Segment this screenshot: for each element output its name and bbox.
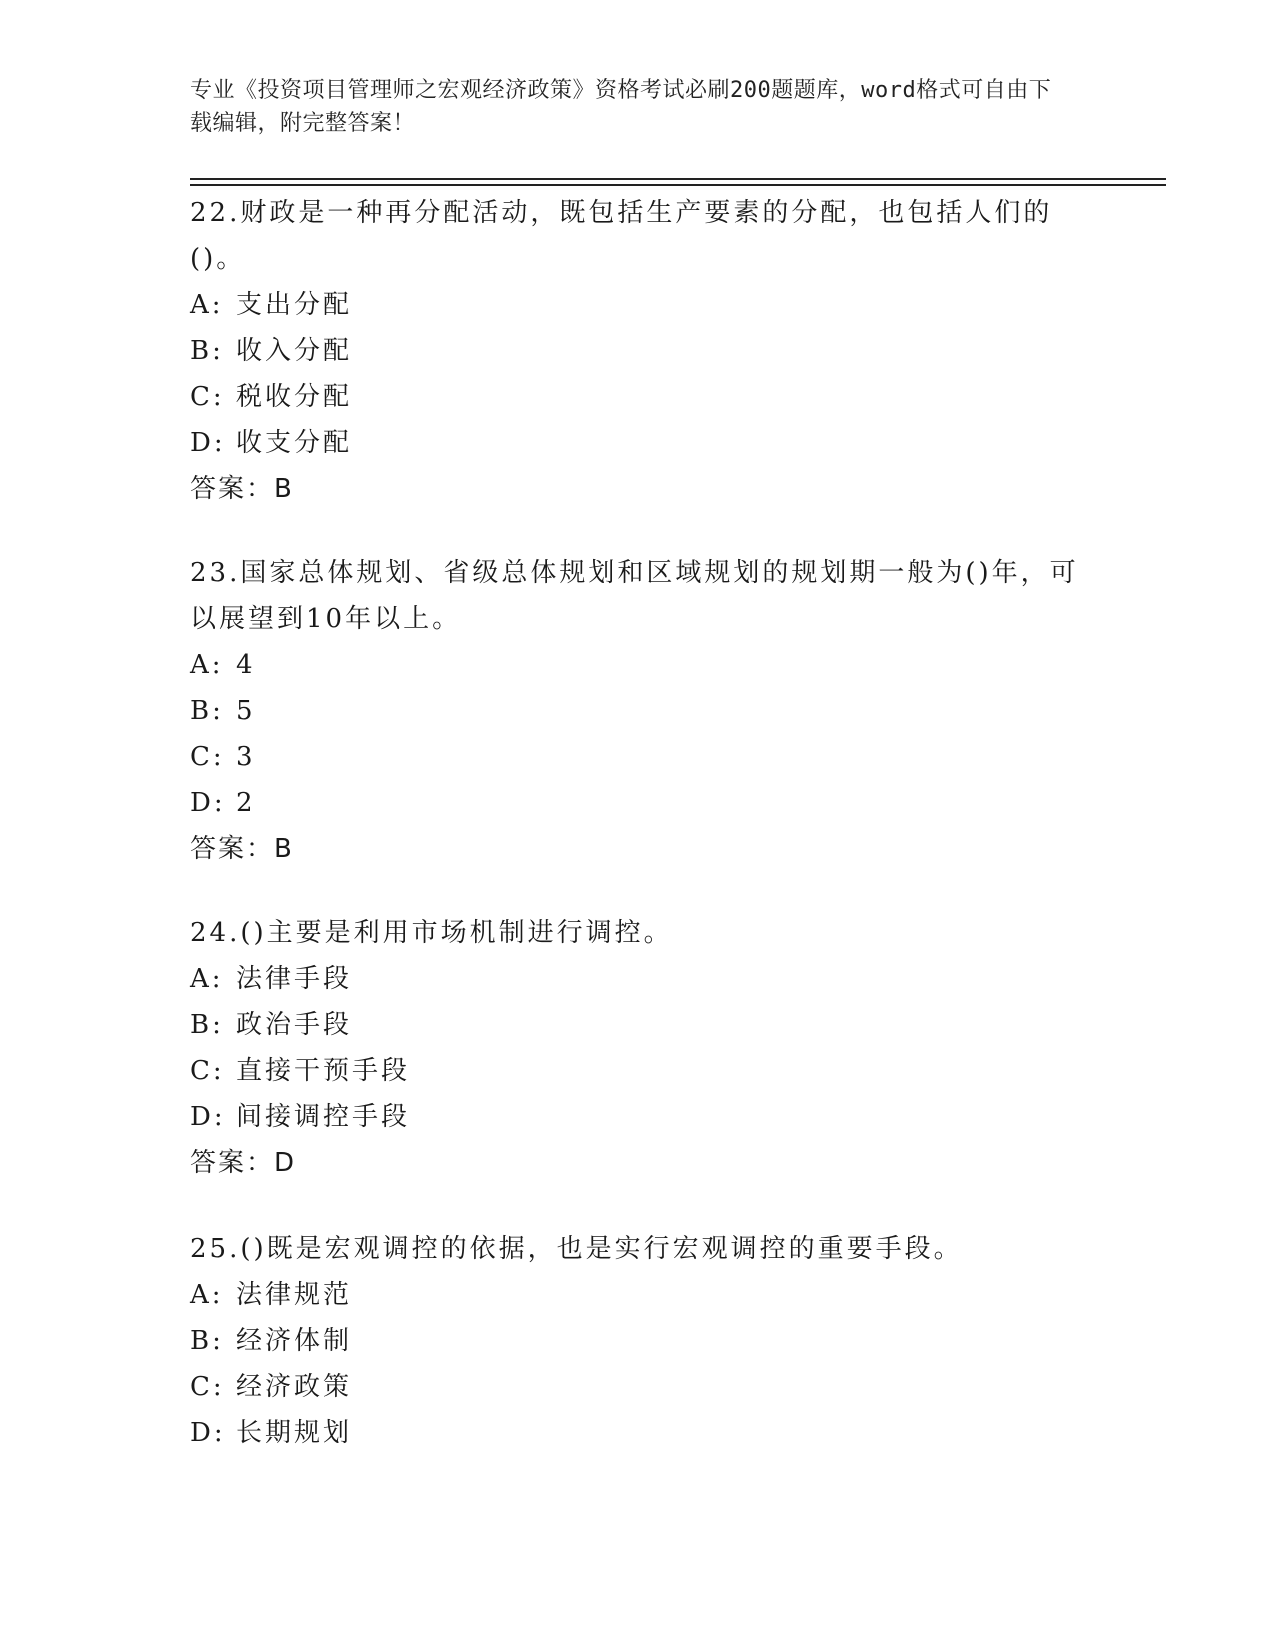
option-key: C:: [190, 1056, 225, 1086]
option-text: 政治手段: [236, 1010, 353, 1040]
option-text: 2: [236, 788, 256, 818]
header-divider-bottom: [190, 184, 1166, 186]
option-a: [190, 642, 1090, 688]
option-text: 长期规划: [236, 1418, 353, 1448]
option-d: [190, 420, 1090, 466]
option-text: 法律手段: [236, 964, 353, 994]
option-key: D:: [190, 788, 226, 818]
question-number: 22.: [190, 198, 241, 228]
option-key: B:: [190, 1326, 224, 1356]
option-text: 间接调控手段: [236, 1102, 411, 1132]
question-text: ()主要是利用市场机制进行调控。: [240, 918, 673, 948]
document-header: 专业《投资项目管理师之宏观经济政策》资格考试必刷200题题库，word格式可自由下载编辑，附完整答案！: [190, 78, 1052, 136]
option-c: [190, 1364, 1090, 1410]
option-c: [190, 374, 1090, 420]
option-key: B:: [190, 336, 224, 366]
option-key: A:: [190, 290, 224, 320]
option-a: [190, 282, 1090, 328]
option-key: A:: [190, 964, 224, 994]
answer-line: 答案：B: [190, 834, 294, 864]
answer-line: 答案：D: [190, 1148, 297, 1178]
option-text: 支出分配: [236, 290, 353, 320]
question-number: 25.: [190, 1234, 241, 1264]
option-key: B:: [190, 1010, 224, 1040]
question-number: 24.: [190, 918, 241, 948]
option-text: 法律规范: [236, 1280, 353, 1310]
option-text: 经济政策: [236, 1372, 353, 1402]
question-stem: [190, 1226, 1090, 1272]
option-text: 收支分配: [236, 428, 353, 458]
question-text: 财政是一种再分配活动，既包括生产要素的分配，也包括人们的()。: [190, 198, 1053, 274]
option-text: 5: [236, 696, 256, 726]
option-key: D:: [190, 1102, 226, 1132]
option-text: 税收分配: [236, 382, 353, 412]
option-b: [190, 328, 1090, 374]
question-stem: [190, 910, 1090, 956]
option-b: [190, 1318, 1090, 1364]
option-b: [190, 1002, 1090, 1048]
option-a: [190, 956, 1090, 1002]
option-key: A:: [190, 1280, 224, 1310]
option-b: [190, 688, 1090, 734]
option-key: D:: [190, 428, 226, 458]
option-d: [190, 1410, 1090, 1456]
option-key: C:: [190, 1372, 225, 1402]
option-text: 收入分配: [236, 336, 353, 366]
question-23: [190, 550, 1090, 872]
question-25: [190, 1226, 1090, 1456]
option-text: 直接干预手段: [236, 1056, 411, 1086]
header-divider-top: [190, 178, 1166, 180]
option-c: [190, 1048, 1090, 1094]
option-key: B:: [190, 696, 224, 726]
question-24: [190, 910, 1090, 1186]
option-text: 3: [236, 742, 256, 772]
option-text: 经济体制: [236, 1326, 353, 1356]
answer-line: 答案：B: [190, 474, 294, 504]
option-a: [190, 1272, 1090, 1318]
question-number: 23.: [190, 558, 241, 588]
option-text: 4: [236, 650, 256, 680]
option-key: D:: [190, 1418, 226, 1448]
option-d: [190, 780, 1090, 826]
question-22: [190, 190, 1090, 512]
option-key: C:: [190, 742, 225, 772]
option-key: A:: [190, 650, 224, 680]
question-stem: [190, 550, 1090, 642]
option-d: [190, 1094, 1090, 1140]
option-key: C:: [190, 382, 225, 412]
question-text: ()既是宏观调控的依据，也是实行宏观调控的重要手段。: [240, 1234, 963, 1264]
question-stem: [190, 190, 1090, 282]
option-c: [190, 734, 1090, 780]
question-text: 国家总体规划、省级总体规划和区域规划的规划期一般为()年，可以展望到10年以上。: [190, 558, 1079, 634]
